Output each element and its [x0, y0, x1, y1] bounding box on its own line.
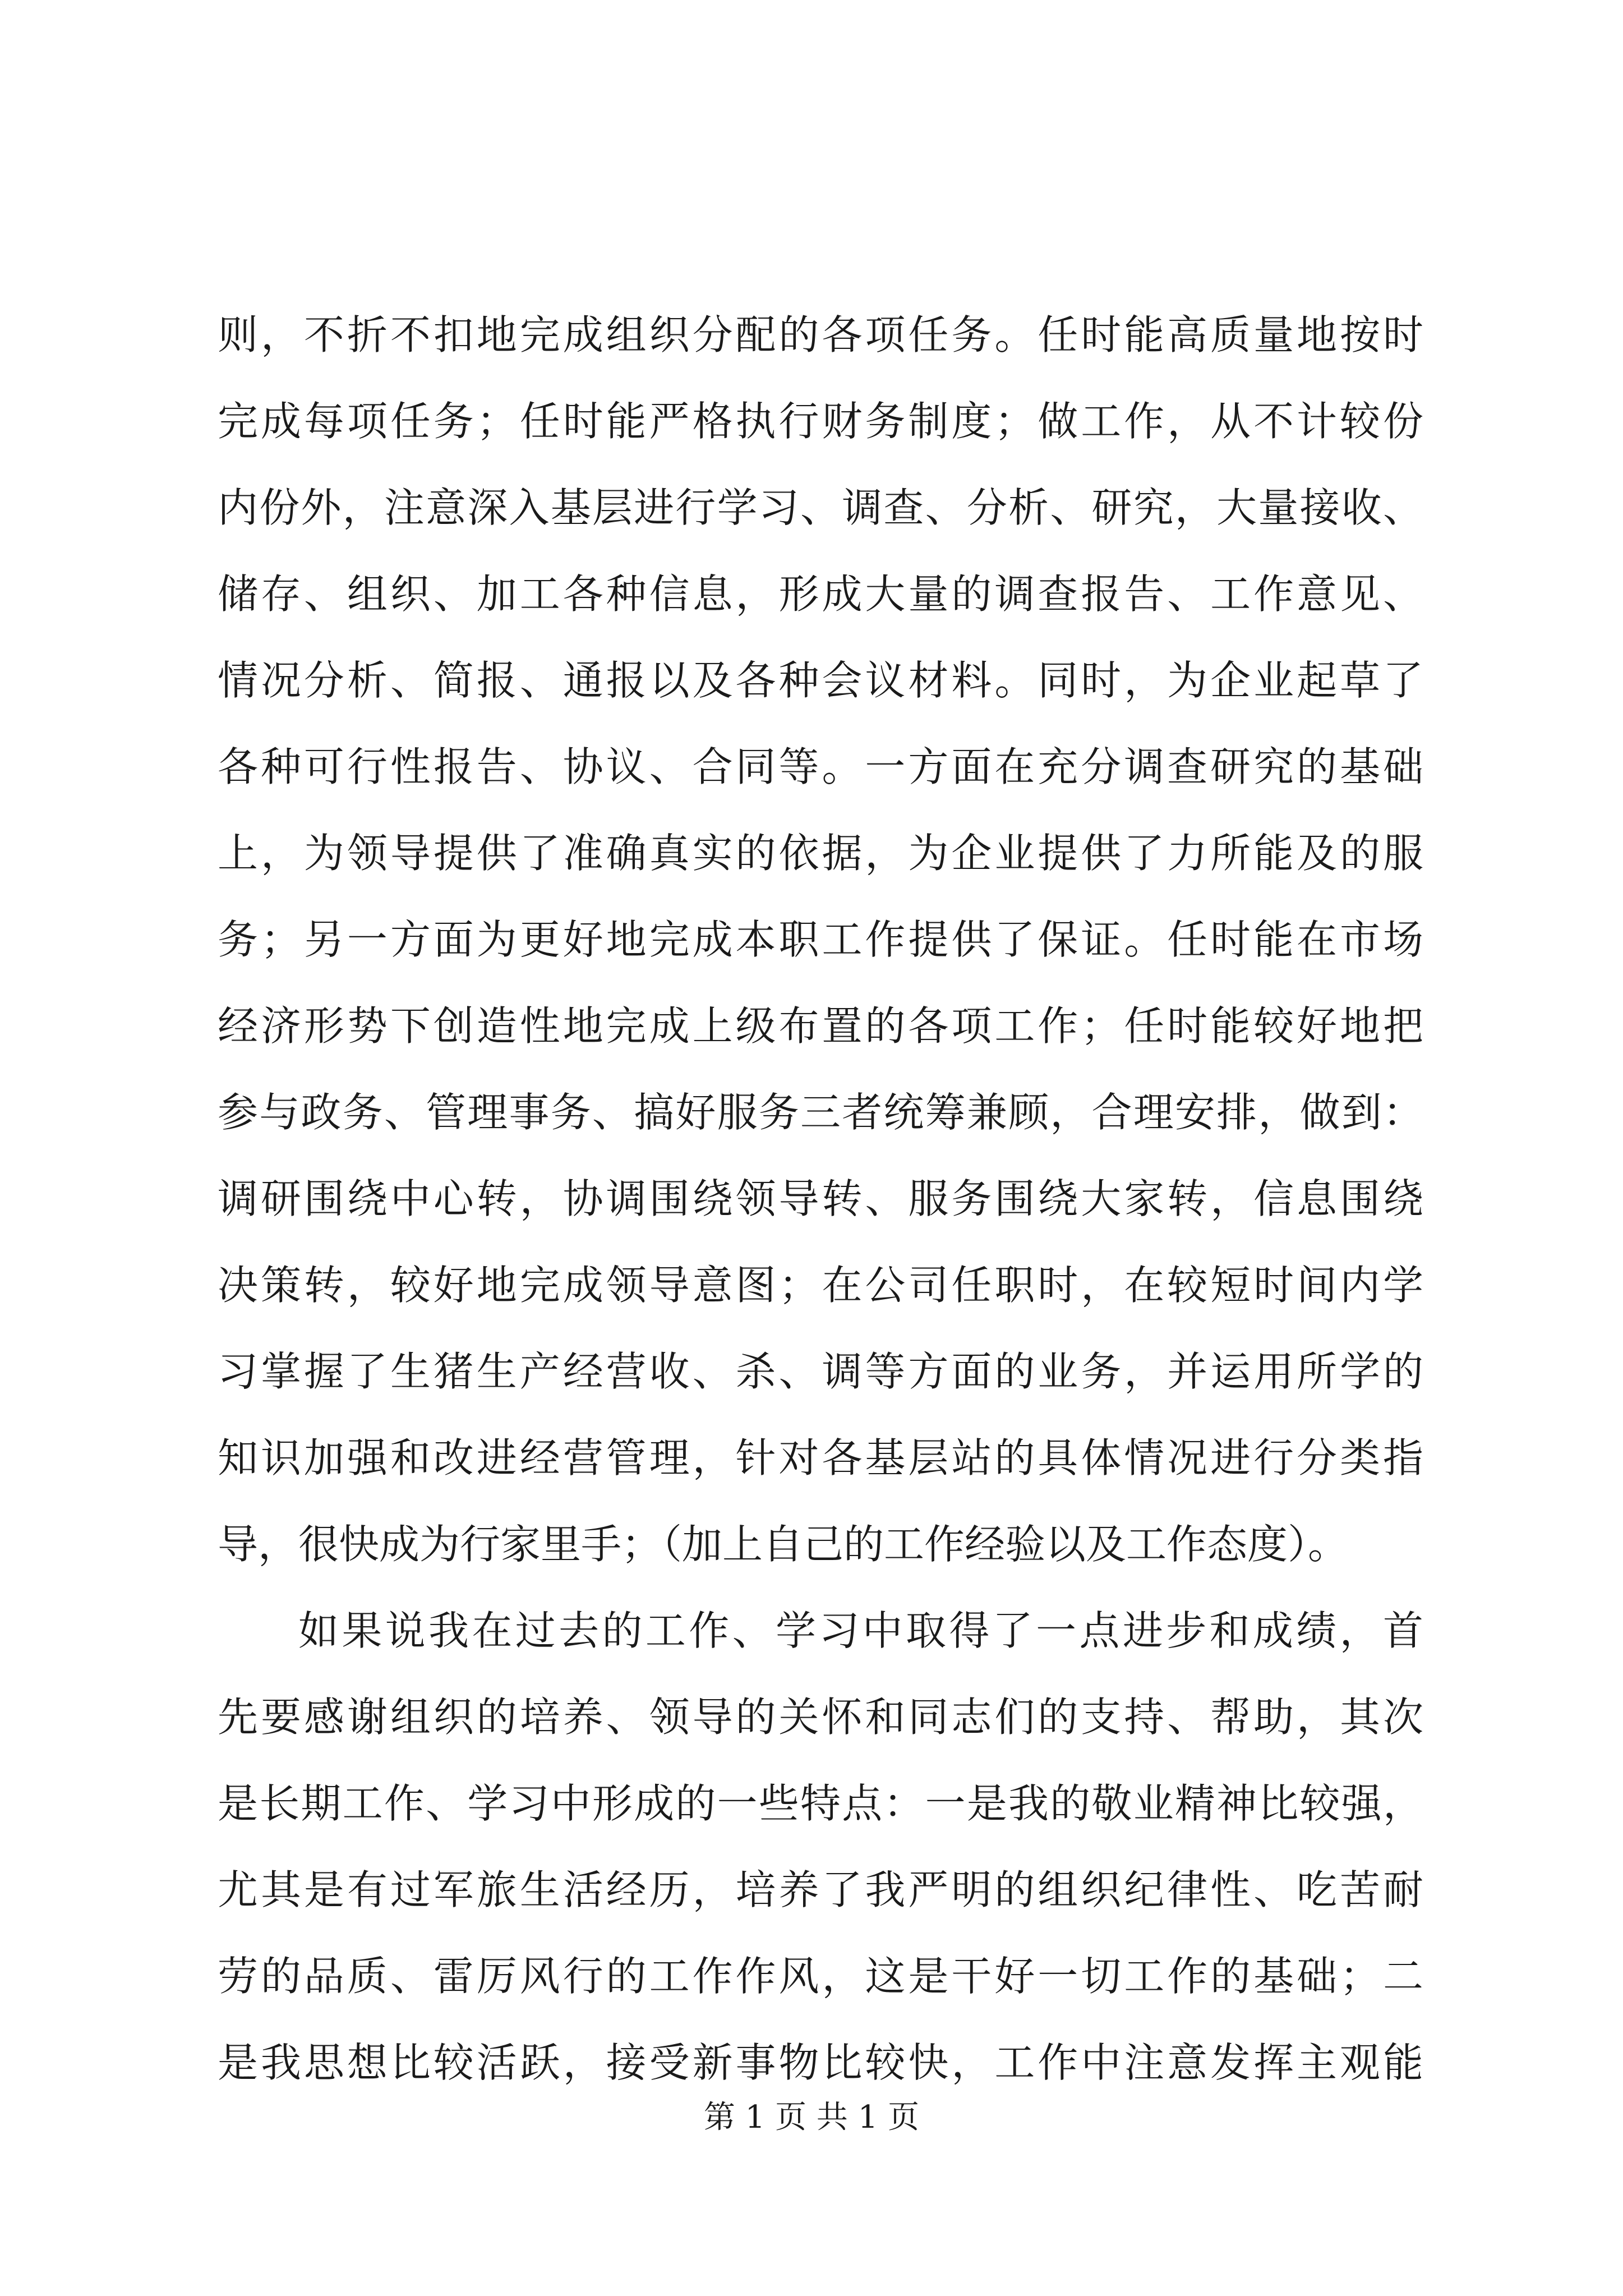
- text-line: 是长期工作、学习中形成的一些特点：一是我的敬业精神比较强，: [218, 1780, 1423, 1827]
- text-line: 完成每项任务；任时能严格执行财务制度；做工作，从不计较份: [218, 398, 1423, 445]
- text-line: 习掌握了生猪生产经营收、杀、调等方面的业务，并运用所学的: [218, 1348, 1423, 1395]
- text-line: 内份外，注意深入基层进行学习、调查、分析、研究，大量接收、: [218, 484, 1423, 531]
- text-line: 劳的品质、雷厉风行的工作作风，这是干好一切工作的基础；二: [218, 1953, 1423, 2000]
- text-line: 是我思想比较活跃，接受新事物比较快，工作中注意发挥主观能: [218, 2039, 1423, 2086]
- text-line: 调研围绕中心转，协调围绕领导转、服务围绕大家转，信息围绕: [218, 1175, 1423, 1222]
- paragraph-2: [218, 1588, 1423, 2106]
- text-line: 情况分析、简报、通报以及各种会议材料。同时，为企业起草了: [218, 657, 1423, 704]
- text-line: 经济形势下创造性地完成上级布置的各项工作；任时能较好地把: [218, 1002, 1423, 1050]
- document-body: [218, 292, 1423, 2106]
- text-line: 知识加强和改进经营管理，针对各基层站的具体情况进行分类指: [218, 1434, 1423, 1481]
- text-line: 尤其是有过军旅生活经历，培养了我严明的组织纪律性、吃苦耐: [218, 1866, 1423, 1913]
- text-line: 储存、组织、加工各种信息，形成大量的调查报告、工作意见、: [218, 570, 1423, 618]
- paragraph-1: [218, 292, 1423, 1588]
- text-line: 各种可行性报告、协议、合同等。一方面在充分调查研究的基础: [218, 743, 1423, 790]
- text-line: 导，很快成为行家里手；（加上自己的工作经验以及工作态度）。: [218, 1521, 1349, 1568]
- page-footer: [0, 2098, 1623, 2137]
- text-line: 上，为领导提供了准确真实的依据，为企业提供了力所能及的服: [218, 830, 1423, 877]
- text-line: 如果说我在过去的工作、学习中取得了一点进步和成绩，首: [298, 1607, 1423, 1654]
- text-line: 务；另一方面为更好地完成本职工作提供了保证。任时能在市场: [218, 916, 1423, 963]
- text-line: 则，不折不扣地完成组织分配的各项任务。任时能高质量地按时: [218, 311, 1423, 358]
- text-line: 参与政务、管理事务、搞好服务三者统筹兼顾，合理安排，做到：: [218, 1089, 1423, 1136]
- page-number-label: 第 1 页 共 1 页: [703, 2099, 920, 2136]
- text-line: 决策转，较好地完成领导意图；在公司任职时，在较短时间内学: [218, 1262, 1423, 1309]
- text-line: 先要感谢组织的培养、领导的关怀和同志们的支持、帮助，其次: [218, 1694, 1423, 1741]
